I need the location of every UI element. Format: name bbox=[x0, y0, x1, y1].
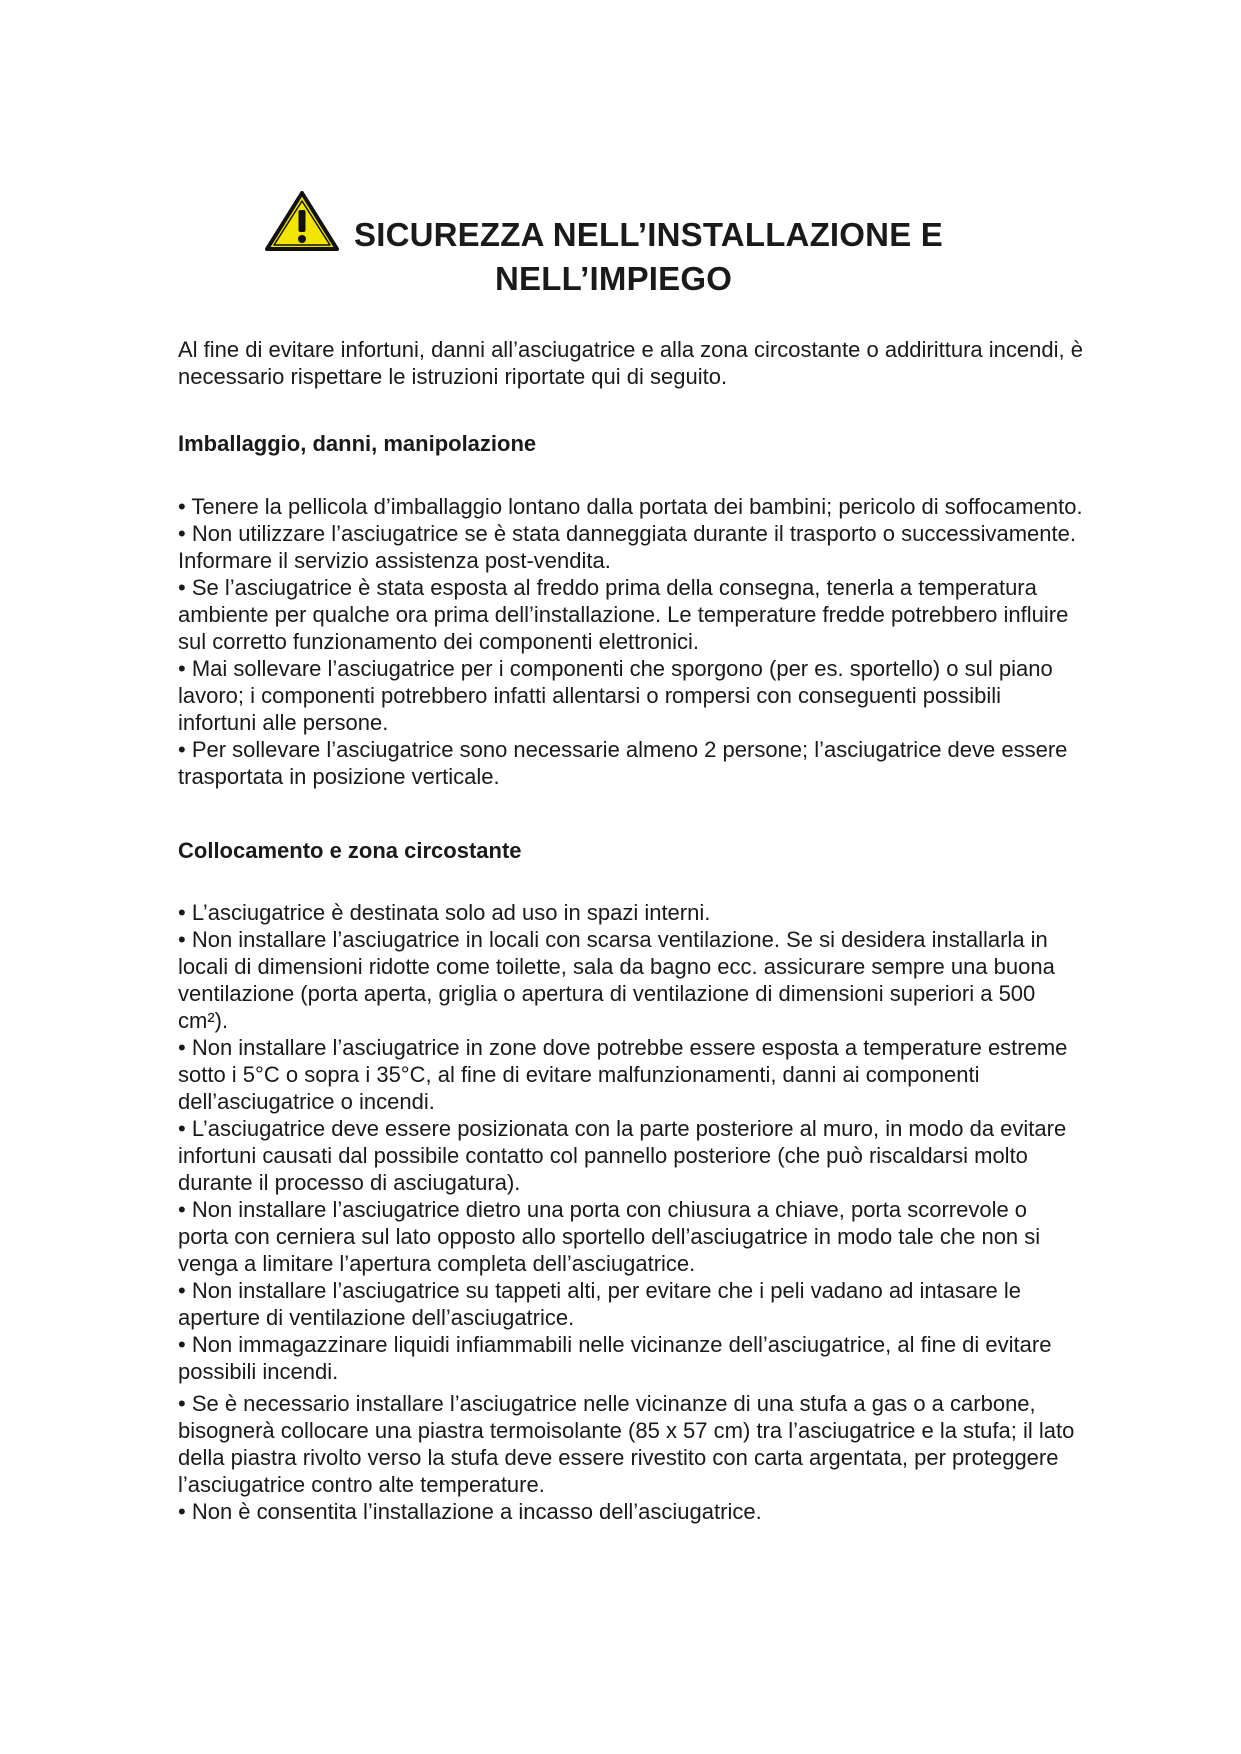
bullet-list-imballaggio bbox=[178, 493, 1083, 790]
page-title-line-2: NELL’IMPIEGO bbox=[495, 260, 733, 297]
section-heading-collocamento: Collocamento e zona circostante bbox=[178, 838, 522, 863]
bullet-list-collocamento bbox=[178, 899, 1083, 1525]
list-item: • Non immagazzinare liquidi infiammabili nelle vicinanze dell’asciugatrice, al fine di evitare possibili incendi. bbox=[178, 1332, 1052, 1384]
list-item: • Non è consentita l’installazione a incasso dell’asciugatrice. bbox=[178, 1499, 762, 1524]
list-item: • Se è necessario installare l’asciugatrice nelle vicinanze di una stufa a gas o a carbone, bisognerà collocare una piastra termoisolante (85 x 57 cm) tra l’asciugatrice e la stufa; il lato della piastra rivolto verso la stufa deve essere rivestito con carta argentata, per proteggere l’asciugatrice contro alte temperature. bbox=[178, 1391, 1075, 1497]
warning-triangle-icon bbox=[264, 190, 340, 252]
section-heading-imballaggio: Imballaggio, danni, manipolazione bbox=[178, 431, 537, 456]
title-block bbox=[178, 190, 1078, 300]
page-title-line-1: SICUREZZA NELL’INSTALLAZIONE E bbox=[354, 216, 943, 253]
list-item: • Mai sollevare l’asciugatrice per i componenti che sporgono (per es. sportello) o sul piano lavoro; i componenti potrebbero infatti allentarsi o rompersi con conseguenti possibili infortuni alle persone. bbox=[178, 656, 1053, 735]
intro-paragraph: Al fine di evitare infortuni, danni all’asciugatrice e alla zona circostante o addirittura incendi, è necessario rispettare le istruzioni riportate qui di seguito. bbox=[178, 337, 1083, 389]
list-item: • Non utilizzare l’asciugatrice se è stata danneggiata durante il trasporto o successivamente. Informare il servizio assistenza post-vendita. bbox=[178, 521, 1076, 573]
list-item: • L’asciugatrice deve essere posizionata con la parte posteriore al muro, in modo da evitare infortuni causati dal possibile contatto col pannello posteriore (che può riscaldarsi molto durante il processo di asciugatura). bbox=[178, 1116, 1067, 1195]
list-item: • Non installare l’asciugatrice dietro una porta con chiusura a chiave, porta scorrevole o porta con cerniera sul lato opposto allo sportello dell’asciugatrice in modo tale che non si venga a limitare l’apertura completa dell’asciugatrice. bbox=[178, 1197, 1041, 1276]
list-item: • Tenere la pellicola d’imballaggio lontano dalla portata dei bambini; pericolo di soffocamento. bbox=[178, 494, 1083, 519]
list-item: • Non installare l’asciugatrice su tappeti alti, per evitare che i peli vadano ad intasare le aperture di ventilazione dell’asciugatrice. bbox=[178, 1278, 1021, 1330]
list-item: • Non installare l’asciugatrice in zone dove potrebbe essere esposta a temperature estreme sotto i 5°C o sopra i 35°C, al fine di evitare malfunzionamenti, danni ai componenti dell’asciugatrice o incendi. bbox=[178, 1035, 1068, 1114]
list-item: • L’asciugatrice è destinata solo ad uso in spazi interni. bbox=[178, 900, 711, 925]
list-item: • Per sollevare l’asciugatrice sono necessarie almeno 2 persone; l’asciugatrice deve essere trasportata in posizione verticale. bbox=[178, 737, 1068, 789]
document-body bbox=[178, 336, 1083, 1525]
list-item: • Se l’asciugatrice è stata esposta al freddo prima della consegna, tenerla a temperatura ambiente per qualche ora prima dell’installazione. Le temperature fredde potrebbero influire sul corretto funzionamento dei componenti elettronici. bbox=[178, 575, 1069, 654]
list-item: • Non installare l’asciugatrice in locali con scarsa ventilazione. Se si desidera installarla in locali di dimensioni ridotte come toilette, sala da bagno ecc. assicurare sempre una buona ventilazione (porta aperta, griglia o apertura di ventilazione di dimensioni superiori a 500 cm²). bbox=[178, 927, 1055, 1033]
